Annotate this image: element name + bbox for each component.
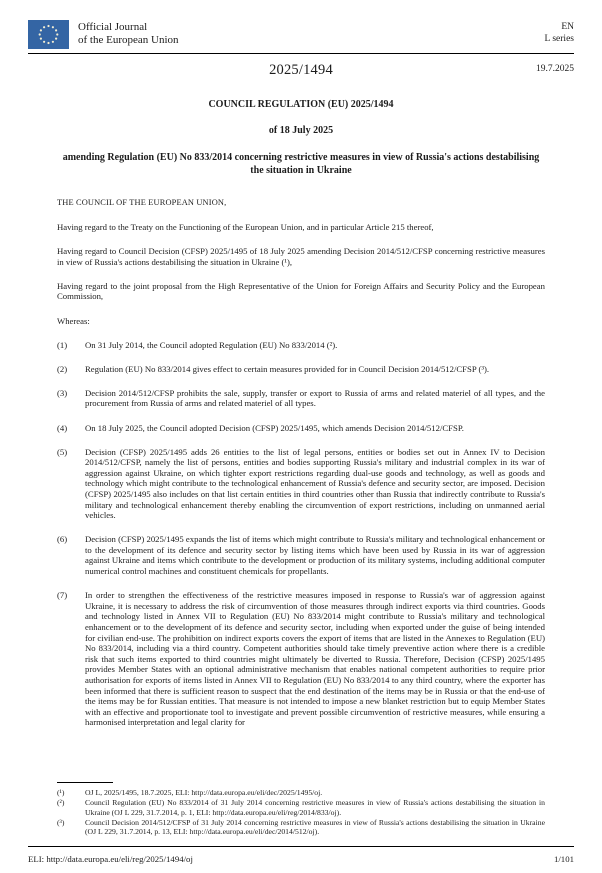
recital-item [57, 423, 545, 434]
recital-text: Decision 2014/512/CFSP prohibits the sale, supply, transfer or export to Russia of arms and related materiel of all types, and the procurement from Russia of arms and related materiel of all types. [85, 387, 545, 409]
preamble-whereas-line: Whereas: [57, 315, 90, 326]
footnote-marker: (²) [57, 798, 65, 808]
footnote-separator [57, 782, 113, 783]
preamble-having-regard-3: Having regard to the joint proposal from the High Representative of the Union for Foreign Affairs and Security Policy and the European Commission, [57, 280, 545, 302]
recital-text: Decision (CFSP) 2025/1495 adds 26 entities to the list of legal persons, entities or bodies set out in Annex IV to Decision 2014/512/CFSP, namely the list of persons, entities and bodies supporting Russia's military and industrial complex in its war of aggression against Ukraine, on which tighter export restrictions regarding dual-use goods and technology, as well as goods and technology which might contribute to the technological enhancement of Russia's defence and security sector, are imposed. Decision (CFSP) 2025/1495 also includes on that list certain entities in third countries other than Russia that indirectly contribute to Russia's military and technological enhancement thereby enabling the circumvention of export restrictions, including on unmanned aerial vehicles. [85, 446, 545, 521]
recital-item [57, 364, 545, 375]
eu-flag-icon [28, 20, 69, 49]
publication-date: 19.7.2025 [536, 64, 574, 74]
footnote-item [57, 798, 545, 817]
preamble-having-regard-1: Having regard to the Treaty on the Functioning of the European Union, and in particular Article 215 thereof, [57, 222, 434, 233]
footer-eli-reference: ELI: http://data.europa.eu/eli/reg/2025/1494/oj [28, 854, 193, 864]
recital-number: (6) [57, 534, 68, 545]
language-code: EN [561, 22, 574, 32]
preamble-having-regard-2: Having regard to Council Decision (CFSP) 2025/1495 of 18 July 2025 amending Decision 2014/512/CFSP concerning restrictive measures in view of Russia's actions destabilising the situation in Ukraine (¹), [57, 246, 545, 267]
recital-number: (4) [57, 422, 68, 433]
recital-number: (1) [57, 339, 68, 350]
journal-title-line1: Official Journal [78, 21, 148, 33]
journal-title [78, 20, 179, 47]
language-series-block [545, 20, 574, 45]
recital-number: (3) [57, 387, 68, 398]
journal-title-line2: of the European Union [78, 34, 179, 46]
series-label: L series [544, 34, 574, 44]
masthead [28, 20, 574, 49]
footnotes-block [57, 782, 545, 837]
footnote-marker: (¹) [57, 788, 65, 798]
recital-number: (5) [57, 446, 68, 457]
preamble-council-line: THE COUNCIL OF THE EUROPEAN UNION, [57, 198, 227, 207]
recital-item [57, 534, 545, 576]
footnote-marker: (³) [57, 817, 65, 827]
recital-item [57, 388, 545, 409]
recital-text: Decision (CFSP) 2025/1495 expands the list of items which might contribute to Russia's military and technological enhancement or to the development of its defence and security sector by listing items which have been used by Russia in its war of aggression against Ukraine and items which contribute to the development or production of its military systems, including additional computer numerical control machines and constituent chemicals for propellants. [85, 534, 545, 577]
regulation-title: COUNCIL REGULATION (EU) 2025/1494 [208, 99, 394, 110]
recital-item [57, 340, 545, 351]
recital-text: Regulation (EU) No 833/2014 gives effect to certain measures provided for in Council Decision 2014/512/CFSP (³). [85, 363, 490, 374]
document-number: 2025/1494 [269, 62, 333, 78]
recital-number: (2) [57, 363, 68, 374]
recital-item [57, 590, 545, 728]
recital-text: In order to strengthen the effectiveness of the restrictive measures imposed in response to Russia's war of aggression against Ukraine, it is necessary to address the risk of circumvention of those measures through indirect exports via third countries. Goods and technology listed in Annex VII to Regulation (EU) No 833/2014 might contribute to Russia's military and technological enhancement or to the development of its defence and security sector, including when exported under the guise of being intended for civilian end-use. The prohibition on indirect exports covers the export of items that are listed in the Annexes to Regulation (EU) No 833/2014, including via a third country. Competent authorities should take timely preventive action where there is a credible risk that such items exported to third countries might ultimately be diverted to Russia. Therefore, Decision (CFSP) 2025/1495 provides Member States with an optional administrative mechanism that enables national competent authorities to require prior authorisation for exports of items listed in Annex VII to Regulation (EU) No 833/2014 to any third country, where the exporter has been informed that there is sufficient reason to suspect that the end destination of the items may be in Russia or that the end-use of the items may be for Russian entities. That measure is not intended to impose a new blanket restriction but to equip Member States with an effective and proportionate tool to investigate and prevent possible circumvention of restrictive measures, while ensuring a harmonised interpretation and legal clarity for [85, 590, 545, 728]
footer-rule [28, 846, 574, 847]
recital-number: (7) [57, 590, 68, 601]
footer-page-number: 1/101 [553, 854, 574, 864]
regulation-subject: amending Regulation (EU) No 833/2014 concerning restrictive measures in view of Russia's actions destabilising the situation in Ukraine [62, 152, 540, 176]
footnote-item [57, 788, 545, 798]
footnote-item [57, 818, 545, 837]
recital-item [57, 447, 545, 521]
document-body [57, 198, 545, 728]
recital-text: On 31 July 2014, the Council adopted Regulation (EU) No 833/2014 (²). [85, 339, 338, 350]
footnote-text: OJ L, 2025/1495, 18.7.2025, ELI: http://data.europa.eu/eli/dec/2025/1495/oj. [85, 788, 323, 798]
recital-text: On 18 July 2025, the Council adopted Decision (CFSP) 2025/1495, which amends Decision 2014/512/CFSP. [85, 422, 464, 433]
footnote-text: Council Decision 2014/512/CFSP of 31 July 2014 concerning restrictive measures in view of Russia's actions destabilising the situation in Ukraine (OJ L 229, 31.7.2014, p. 13, ELI: http://data.europa.eu/eli/dec/2014/512/oj). [85, 817, 545, 837]
regulation-date: of 18 July 2025 [268, 125, 334, 136]
page-footer [28, 846, 574, 864]
header-rule [28, 53, 574, 54]
footnote-text: Council Regulation (EU) No 833/2014 of 31 July 2014 concerning restrictive measures in view of Russia's actions destabilising the situation in Ukraine (OJ L 229, 31.7.2014, p. 1, ELI: http://data.europa.eu/eli/reg/2014/833/oj). [85, 798, 545, 817]
document-number-row [28, 62, 574, 82]
